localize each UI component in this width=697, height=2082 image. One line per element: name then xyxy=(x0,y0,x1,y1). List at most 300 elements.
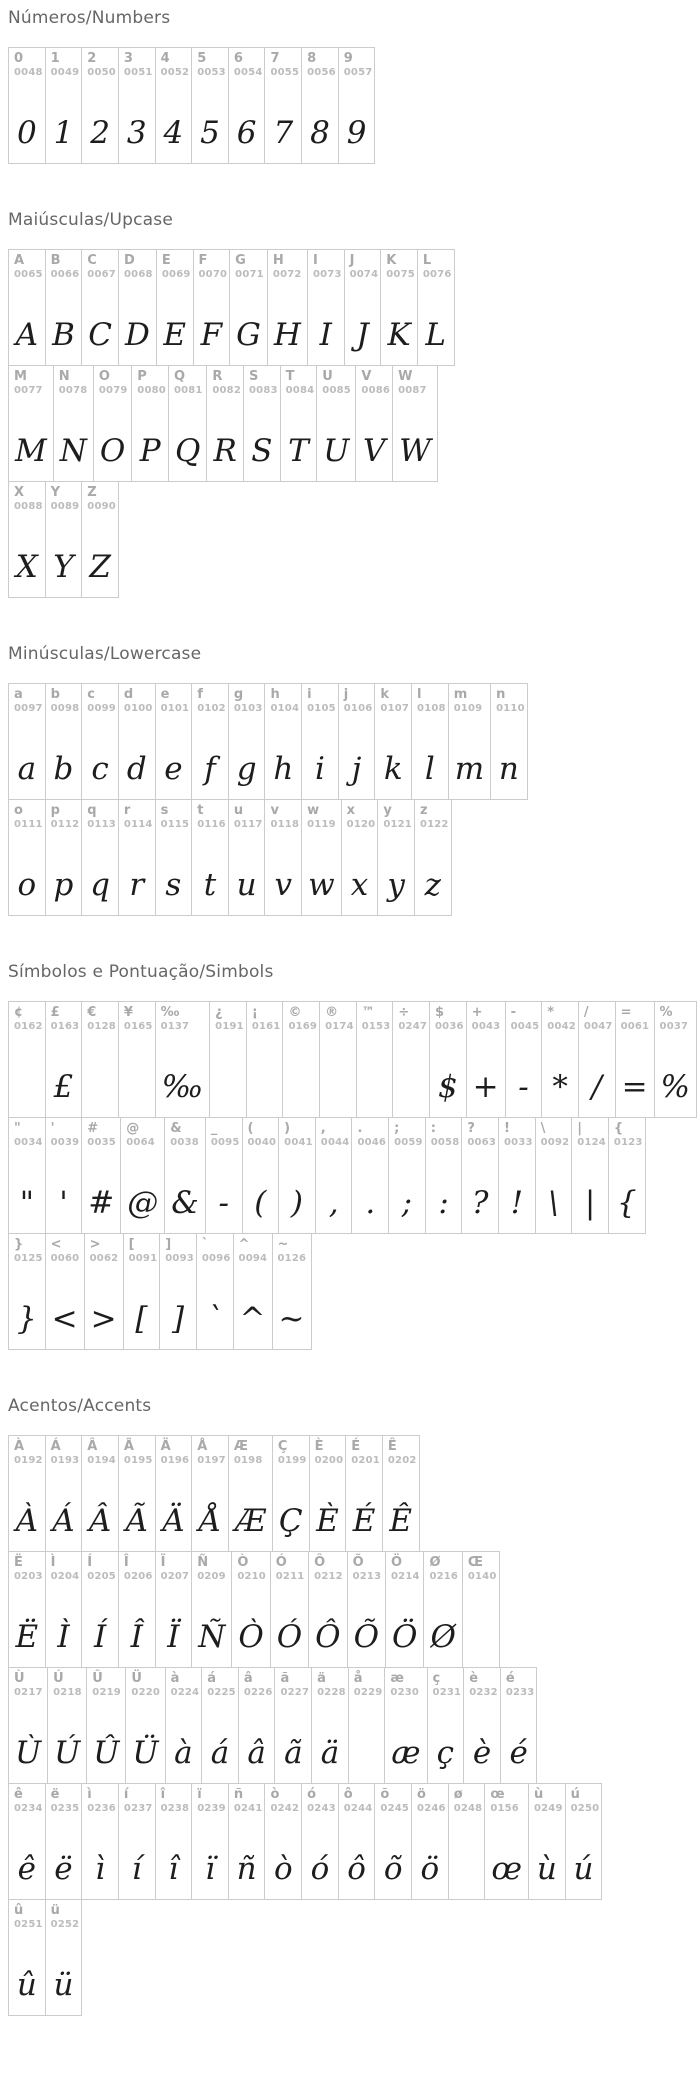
cell-character-label: T xyxy=(285,369,295,384)
cell-character-label: i xyxy=(307,687,312,702)
glyph-cell xyxy=(160,1234,197,1349)
glyph-cell xyxy=(124,1234,161,1349)
glyph-cell xyxy=(499,1118,536,1233)
cell-character-label: Ï xyxy=(160,1555,166,1570)
glyph-cell xyxy=(119,684,156,799)
glyph-cell xyxy=(449,684,491,799)
cell-unicode-code: 0156 xyxy=(490,1803,519,1814)
cell-font-glyph: f xyxy=(204,751,216,787)
glyph-cell xyxy=(82,1784,119,1899)
cell-character-label: É xyxy=(351,1439,361,1454)
glyph-cell xyxy=(467,1002,506,1117)
cell-unicode-code: 0052 xyxy=(160,67,190,78)
glyph-cell xyxy=(9,1552,46,1667)
cell-font-glyph: Ö xyxy=(392,1619,418,1655)
glyph-cell xyxy=(119,1784,156,1899)
cell-unicode-code: 0211 xyxy=(275,1571,305,1582)
cell-font-glyph: ï xyxy=(205,1851,215,1887)
cell-font-glyph: ù xyxy=(536,1851,557,1887)
cell-unicode-code: 0220 xyxy=(131,1687,161,1698)
cell-character-label: S xyxy=(249,369,259,384)
glyph-cell xyxy=(339,48,375,163)
glyph-cell xyxy=(9,250,46,365)
cell-font-glyph: Û xyxy=(93,1735,120,1771)
glyph-cell xyxy=(375,1784,412,1899)
cell-font-glyph: O xyxy=(99,433,126,469)
cell-character-label: ' xyxy=(50,1121,55,1136)
cell-character-label: L xyxy=(422,253,432,268)
cell-unicode-code: 0244 xyxy=(343,1803,373,1814)
cell-character-label: Y xyxy=(50,485,61,500)
cell-character-label: X xyxy=(14,485,25,500)
glyph-cell xyxy=(572,1118,609,1233)
cell-font-glyph: W xyxy=(399,433,431,469)
cell-unicode-code: 0213 xyxy=(352,1571,382,1582)
cell-font-glyph: Ï xyxy=(167,1619,180,1655)
cell-character-label: : xyxy=(430,1121,436,1136)
cell-unicode-code: 0076 xyxy=(422,269,452,280)
cell-font-glyph: w xyxy=(308,867,335,903)
glyph-cell xyxy=(119,1552,156,1667)
cell-font-glyph: h xyxy=(273,751,294,787)
cell-font-glyph: } xyxy=(16,1301,37,1337)
cell-font-glyph: J xyxy=(356,317,369,353)
cell-font-glyph: 3 xyxy=(126,115,147,151)
glyph-cell xyxy=(529,1784,566,1899)
glyph-cell xyxy=(9,684,46,799)
glyph-row xyxy=(8,1783,602,1900)
cell-character-label: í xyxy=(123,1787,129,1802)
cell-unicode-code: 0112 xyxy=(50,819,80,830)
cell-character-label: é xyxy=(505,1671,515,1686)
cell-character-label: l xyxy=(417,687,422,702)
cell-unicode-code: 0072 xyxy=(272,269,302,280)
cell-font-glyph xyxy=(121,1033,153,1117)
cell-font-glyph: b xyxy=(53,751,74,787)
cell-character-label: Ñ xyxy=(197,1555,209,1570)
glyph-grid xyxy=(8,1001,691,1350)
cell-font-glyph: Ë xyxy=(15,1619,39,1655)
cell-character-label: ã xyxy=(280,1671,290,1686)
cell-font-glyph: Z xyxy=(89,549,111,585)
cell-character-label: a xyxy=(14,687,23,702)
glyph-grid xyxy=(8,249,661,598)
cell-unicode-code: 0194 xyxy=(87,1455,116,1466)
cell-character-label: , xyxy=(320,1121,326,1136)
cell-character-label: © xyxy=(288,1005,302,1020)
cell-font-glyph xyxy=(212,1033,244,1117)
glyph-cell xyxy=(230,250,268,365)
cell-unicode-code: 0053 xyxy=(197,67,226,78)
glyph-cell xyxy=(82,1118,121,1233)
cell-font-glyph: z xyxy=(424,867,441,903)
cell-font-glyph: G xyxy=(236,317,261,353)
section-title: Acentos/Accents xyxy=(8,1396,152,1416)
cell-unicode-code: 0049 xyxy=(50,67,80,78)
cell-character-label: Û xyxy=(92,1671,103,1686)
cell-character-label: x xyxy=(346,803,356,818)
cell-font-glyph: m xyxy=(454,751,485,787)
cell-unicode-code: 0097 xyxy=(14,703,43,714)
glyph-cell xyxy=(265,48,302,163)
cell-character-label: ø xyxy=(453,1787,463,1802)
cell-unicode-code: 0115 xyxy=(160,819,190,830)
glyph-cell xyxy=(165,1118,206,1233)
cell-font-glyph: A xyxy=(15,317,39,353)
cell-font-glyph: Ü xyxy=(132,1735,159,1771)
glyph-cell xyxy=(229,800,266,915)
cell-font-glyph: & xyxy=(171,1185,199,1221)
cell-unicode-code: 0242 xyxy=(270,1803,300,1814)
cell-unicode-code: 0243 xyxy=(307,1803,336,1814)
glyph-cell xyxy=(192,1436,229,1551)
cell-character-label: z xyxy=(419,803,428,818)
cell-unicode-code: 0058 xyxy=(430,1137,460,1148)
cell-unicode-code: 0045 xyxy=(510,1021,540,1032)
glyph-cell xyxy=(9,1002,46,1117)
glyph-cell xyxy=(418,250,454,365)
cell-unicode-code: 0040 xyxy=(247,1137,277,1148)
cell-unicode-code: 0121 xyxy=(383,819,412,830)
cell-unicode-code: 0196 xyxy=(160,1455,190,1466)
cell-character-label: 2 xyxy=(87,51,97,66)
cell-character-label: ú xyxy=(570,1787,580,1802)
cell-unicode-code: 0064 xyxy=(126,1137,155,1148)
cell-font-glyph: Õ xyxy=(353,1619,380,1655)
cell-unicode-code: 0236 xyxy=(87,1803,116,1814)
glyph-cell xyxy=(9,1234,46,1349)
glyph-cell xyxy=(82,48,119,163)
cell-unicode-code: 0057 xyxy=(343,67,373,78)
cell-character-label: m xyxy=(453,687,468,702)
cell-font-glyph: * xyxy=(552,1069,568,1105)
cell-unicode-code: 0109 xyxy=(453,703,483,714)
cell-font-glyph: e xyxy=(164,751,183,787)
cell-font-glyph: @ xyxy=(127,1185,159,1221)
cell-character-label: 3 xyxy=(123,51,133,66)
cell-font-glyph: ë xyxy=(54,1851,73,1887)
cell-character-label: o xyxy=(14,803,23,818)
cell-character-label: â xyxy=(243,1671,253,1686)
glyph-cell xyxy=(46,1118,83,1233)
cell-unicode-code: 0125 xyxy=(14,1253,43,1264)
cell-font-glyph: 6 xyxy=(236,115,257,151)
cell-character-label: ( xyxy=(247,1121,254,1136)
cell-unicode-code: 0245 xyxy=(380,1803,410,1814)
cell-font-glyph: Ú xyxy=(54,1735,81,1771)
cell-font-glyph: ó xyxy=(310,1851,330,1887)
glyph-cell xyxy=(412,684,449,799)
glyph-cell xyxy=(357,1002,394,1117)
glyph-cell xyxy=(485,1784,529,1899)
glyph-cell xyxy=(566,1784,602,1899)
cell-font-glyph xyxy=(249,1033,281,1117)
cell-unicode-code: 0111 xyxy=(14,819,43,830)
glyph-row xyxy=(8,249,455,366)
cell-font-glyph: D xyxy=(125,317,150,353)
glyph-cell xyxy=(428,1668,465,1783)
glyph-cell xyxy=(9,1436,46,1551)
glyph-cell xyxy=(449,1784,486,1899)
cell-character-label: ® xyxy=(325,1005,339,1020)
cell-unicode-code: 0233 xyxy=(505,1687,535,1698)
glyph-cell xyxy=(320,1002,357,1117)
glyph-cell xyxy=(462,1118,499,1233)
cell-character-label: ^ xyxy=(238,1237,250,1252)
cell-font-glyph: d xyxy=(126,751,147,787)
glyph-grid xyxy=(8,683,661,916)
glyph-cell xyxy=(46,1900,82,2015)
cell-font-glyph: û xyxy=(16,1967,37,2003)
cell-unicode-code: 0169 xyxy=(288,1021,318,1032)
glyph-cell xyxy=(46,482,83,597)
cell-character-label: 1 xyxy=(50,51,60,66)
cell-font-glyph: ( xyxy=(254,1185,267,1221)
cell-character-label: Ã xyxy=(123,1439,134,1454)
glyph-cell xyxy=(383,1436,419,1551)
cell-unicode-code: 0226 xyxy=(243,1687,273,1698)
glyph-cell xyxy=(156,48,193,163)
cell-unicode-code: 0199 xyxy=(277,1455,307,1466)
cell-unicode-code: 0084 xyxy=(285,385,315,396)
cell-font-glyph: Î xyxy=(130,1619,143,1655)
glyph-cell xyxy=(243,1118,280,1233)
glyph-cell xyxy=(9,1900,46,2015)
glyph-cell xyxy=(302,1784,339,1899)
cell-character-label: è xyxy=(469,1671,479,1686)
glyph-cell xyxy=(393,1002,430,1117)
cell-unicode-code: 0063 xyxy=(467,1137,496,1148)
glyph-cell xyxy=(121,1118,165,1233)
cell-character-label: Ò xyxy=(237,1555,249,1570)
cell-unicode-code: 0229 xyxy=(353,1687,383,1698)
cell-character-label: [ xyxy=(128,1237,135,1252)
cell-character-label: \ xyxy=(540,1121,546,1136)
cell-unicode-code: 0059 xyxy=(394,1137,423,1148)
glyph-cell xyxy=(234,1234,273,1349)
cell-character-label: P xyxy=(137,369,147,384)
cell-character-label: J xyxy=(349,253,355,268)
cell-font-glyph: C xyxy=(88,317,113,353)
glyph-cell xyxy=(302,48,339,163)
cell-font-glyph xyxy=(322,1033,354,1117)
cell-font-glyph: k xyxy=(383,751,403,787)
glyph-cell xyxy=(192,684,229,799)
cell-font-glyph: ú xyxy=(573,1851,594,1887)
cell-font-glyph: " xyxy=(19,1185,34,1221)
cell-character-label: K xyxy=(386,253,397,268)
cell-font-glyph: ã xyxy=(284,1735,303,1771)
cell-unicode-code: 0212 xyxy=(314,1571,343,1582)
cell-character-label: # xyxy=(87,1121,99,1136)
cell-unicode-code: 0055 xyxy=(270,67,300,78)
glyph-cell xyxy=(9,366,54,481)
cell-font-glyph: [ xyxy=(135,1301,148,1337)
cell-unicode-code: 0081 xyxy=(173,385,203,396)
cell-character-label: ù xyxy=(533,1787,544,1802)
glyph-cell xyxy=(194,250,231,365)
cell-unicode-code: 0210 xyxy=(237,1571,266,1582)
cell-character-label: ì xyxy=(87,1787,92,1802)
section xyxy=(8,644,661,916)
cell-unicode-code: 0090 xyxy=(87,501,116,512)
glyph-cell xyxy=(339,684,376,799)
cell-font-glyph: ì xyxy=(95,1851,106,1887)
cell-unicode-code: 0191 xyxy=(215,1021,244,1032)
cell-unicode-code: 0095 xyxy=(210,1137,240,1148)
cell-character-label: À xyxy=(14,1439,25,1454)
glyph-cell xyxy=(169,366,207,481)
glyph-cell xyxy=(393,366,437,481)
cell-font-glyph: T xyxy=(288,433,309,469)
glyph-cell xyxy=(232,1552,270,1667)
glyph-cell xyxy=(207,366,244,481)
cell-character-label: / xyxy=(583,1005,589,1020)
glyph-cell xyxy=(119,250,157,365)
cell-unicode-code: 0237 xyxy=(123,1803,153,1814)
cell-unicode-code: 0122 xyxy=(419,819,449,830)
cell-font-glyph: / xyxy=(591,1069,602,1105)
cell-character-label: Ù xyxy=(14,1671,25,1686)
section xyxy=(8,210,661,598)
cell-font-glyph: K xyxy=(387,317,411,353)
cell-character-label: 0 xyxy=(14,51,24,66)
glyph-cell xyxy=(46,1002,83,1117)
cell-font-glyph: ~ xyxy=(278,1301,305,1337)
glyph-cell xyxy=(426,1118,463,1233)
glyph-cell xyxy=(302,800,342,915)
cell-character-label: > xyxy=(89,1237,101,1252)
glyph-cell xyxy=(156,684,193,799)
cell-font-glyph xyxy=(359,1033,391,1117)
glyph-cell xyxy=(202,1668,239,1783)
glyph-cell xyxy=(192,48,229,163)
cell-font-glyph: Ù xyxy=(15,1735,42,1771)
cell-font-glyph: ä xyxy=(320,1735,340,1771)
section-title: Números/Numbers xyxy=(8,8,171,28)
cell-unicode-code: 0068 xyxy=(124,269,153,280)
cell-character-label: ~ xyxy=(277,1237,289,1252)
cell-unicode-code: 0118 xyxy=(270,819,300,830)
cell-character-label: ï xyxy=(197,1787,202,1802)
cell-character-label: - xyxy=(510,1005,517,1020)
cell-font-glyph: P xyxy=(139,433,161,469)
cell-unicode-code: 0101 xyxy=(160,703,190,714)
cell-font-glyph xyxy=(451,1815,483,1899)
cell-character-label: ¿ xyxy=(215,1005,223,1020)
cell-font-glyph: F xyxy=(200,317,223,353)
cell-unicode-code: 0048 xyxy=(14,67,43,78)
cell-character-label: g xyxy=(233,687,244,702)
cell-unicode-code: 0114 xyxy=(123,819,153,830)
cell-character-label: ¥ xyxy=(123,1005,133,1020)
cell-font-glyph: Ê xyxy=(389,1503,413,1539)
glyph-cell xyxy=(9,800,46,915)
cell-font-glyph: ] xyxy=(172,1301,185,1337)
cell-font-glyph: t xyxy=(203,867,217,903)
cell-font-glyph: i xyxy=(314,751,325,787)
cell-unicode-code: 0086 xyxy=(361,385,391,396)
cell-character-label: Æ xyxy=(233,1439,248,1454)
cell-character-label: t xyxy=(197,803,204,818)
cell-font-glyph: | xyxy=(584,1185,596,1221)
cell-font-glyph: ) xyxy=(290,1185,304,1221)
glyph-cell xyxy=(463,1552,499,1667)
cell-unicode-code: 0128 xyxy=(87,1021,116,1032)
cell-character-label: d xyxy=(123,687,134,702)
cell-unicode-code: 0043 xyxy=(471,1021,501,1032)
cell-font-glyph: ? xyxy=(471,1185,489,1221)
cell-unicode-code: 0107 xyxy=(380,703,410,714)
glyph-cell xyxy=(265,1784,302,1899)
cell-character-label: q xyxy=(87,803,97,818)
cell-unicode-code: 0098 xyxy=(50,703,80,714)
cell-unicode-code: 0201 xyxy=(351,1455,380,1466)
glyph-cell xyxy=(9,48,46,163)
cell-unicode-code: 0116 xyxy=(197,819,226,830)
glyph-cell xyxy=(273,1436,310,1551)
cell-character-label: C xyxy=(87,253,97,268)
cell-unicode-code: 0247 xyxy=(398,1021,428,1032)
cell-font-glyph: ç xyxy=(436,1735,455,1771)
cell-unicode-code: 0039 xyxy=(50,1137,80,1148)
cell-font-glyph: ò xyxy=(273,1851,293,1887)
glyph-cell xyxy=(229,1784,266,1899)
cell-character-label: U xyxy=(322,369,333,384)
cell-unicode-code: 0119 xyxy=(307,819,336,830)
cell-font-glyph: % xyxy=(660,1069,691,1105)
cell-character-label: O xyxy=(98,369,110,384)
cell-font-glyph: ‰ xyxy=(161,1069,204,1105)
glyph-cell xyxy=(385,1668,427,1783)
cell-unicode-code: 0099 xyxy=(87,703,116,714)
cell-unicode-code: 0082 xyxy=(212,385,241,396)
cell-unicode-code: 0073 xyxy=(312,269,342,280)
cell-unicode-code: 0137 xyxy=(160,1021,190,1032)
glyph-row xyxy=(8,1001,697,1118)
cell-character-label: £ xyxy=(50,1005,60,1020)
cell-font-glyph: . xyxy=(365,1185,376,1221)
glyph-cell xyxy=(356,366,393,481)
cell-unicode-code: 0124 xyxy=(577,1137,606,1148)
cell-unicode-code: 0034 xyxy=(14,1137,43,1148)
cell-character-label: M xyxy=(14,369,27,384)
cell-character-label: u xyxy=(233,803,244,818)
glyph-cell xyxy=(655,1002,696,1117)
cell-character-label: 5 xyxy=(197,51,207,66)
cell-unicode-code: 0092 xyxy=(540,1137,570,1148)
cell-font-glyph: - xyxy=(518,1069,529,1105)
glyph-cell xyxy=(378,800,415,915)
glyph-cell xyxy=(46,1234,85,1349)
cell-unicode-code: 0079 xyxy=(98,385,128,396)
cell-font-glyph: ' xyxy=(59,1185,68,1221)
glyph-cell xyxy=(501,1668,537,1783)
glyph-cell xyxy=(542,1002,579,1117)
cell-character-label: ¢ xyxy=(14,1005,24,1020)
glyph-cell xyxy=(271,1552,309,1667)
cell-unicode-code: 0093 xyxy=(165,1253,194,1264)
cell-unicode-code: 0100 xyxy=(123,703,153,714)
glyph-row xyxy=(8,1667,537,1784)
cell-font-glyph: æ xyxy=(391,1735,421,1771)
cell-character-label: = xyxy=(620,1005,632,1020)
cell-font-glyph xyxy=(285,1033,317,1117)
glyph-cell xyxy=(87,1668,126,1783)
cell-character-label: k xyxy=(380,687,390,702)
section-title: Símbolos e Pontuação/Simbols xyxy=(8,962,274,982)
cell-unicode-code: 0050 xyxy=(87,67,116,78)
